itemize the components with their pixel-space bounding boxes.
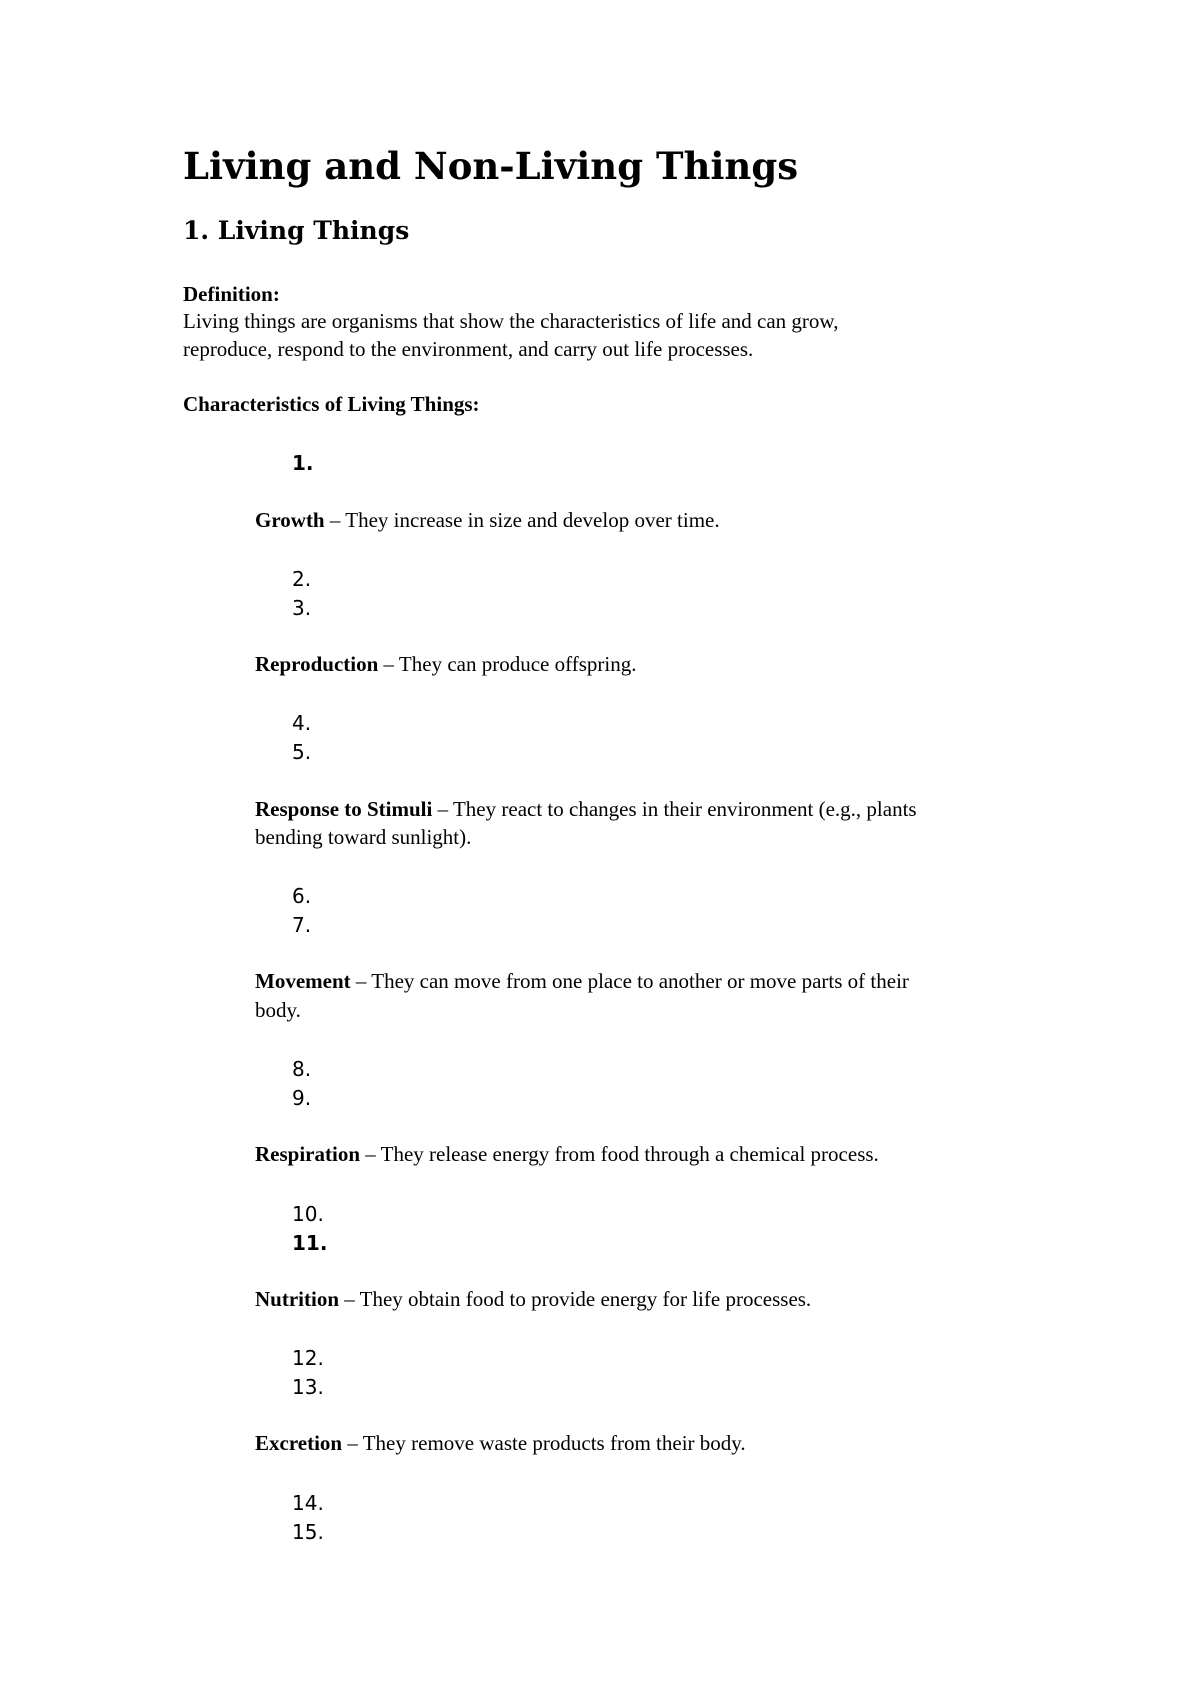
document-title: Living and Non-Living Things [183,144,799,188]
list-number: 3. [292,596,312,620]
definition-label: Definition: [183,282,280,306]
characteristic-term: Response to Stimuli [255,797,433,821]
characteristic-term: Nutrition [255,1287,339,1311]
list-number: 4. [292,711,312,735]
characteristic-term: Growth [255,508,325,532]
characteristic-response-to-stimuli [255,795,917,823]
characteristic-movement [255,967,909,995]
definition-line: Living things are organisms that show the characteristics of life and can grow, [183,309,839,333]
list-number: 9. [292,1086,312,1110]
characteristic-description: – They remove waste products from their body. [342,1431,746,1455]
list-number: 6. [292,884,312,908]
characteristic-continuation: bending toward sunlight). [255,825,472,849]
section-heading: 1. Living Things [183,216,410,245]
list-number: 2. [292,567,312,591]
characteristic-term: Movement [255,969,351,993]
characteristic-term: Respiration [255,1142,360,1166]
characteristic-description: – They can move from one place to another or move parts of their [350,969,909,993]
characteristic-nutrition [255,1285,811,1313]
characteristic-respiration [255,1140,879,1168]
characteristic-reproduction [255,650,636,678]
characteristics-heading: Characteristics of Living Things: [183,392,480,416]
characteristic-term: Excretion [255,1431,343,1455]
list-number: 11. [292,1231,328,1255]
list-number: 14. [292,1491,324,1515]
list-number: 8. [292,1057,312,1081]
characteristic-description: – They react to changes in their environment (e.g., plants [432,797,917,821]
characteristic-term: Reproduction [255,652,379,676]
characteristic-description: – They release energy from food through a chemical process. [360,1142,879,1166]
list-number: 15. [292,1520,324,1544]
list-number: 5. [292,740,312,764]
characteristic-growth [255,506,720,534]
characteristic-description: – They can produce offspring. [378,652,637,676]
list-number: 7. [292,913,312,937]
characteristic-description: – They obtain food to provide energy for life processes. [339,1287,812,1311]
definition-line: reproduce, respond to the environment, and carry out life processes. [183,337,754,361]
characteristic-continuation: body. [255,998,301,1022]
list-number: 1. [292,451,314,475]
characteristic-excretion [255,1429,746,1457]
characteristic-description: – They increase in size and develop over time. [324,508,720,532]
list-number: 10. [292,1202,324,1226]
list-number: 12. [292,1346,324,1370]
list-number: 13. [292,1375,324,1399]
